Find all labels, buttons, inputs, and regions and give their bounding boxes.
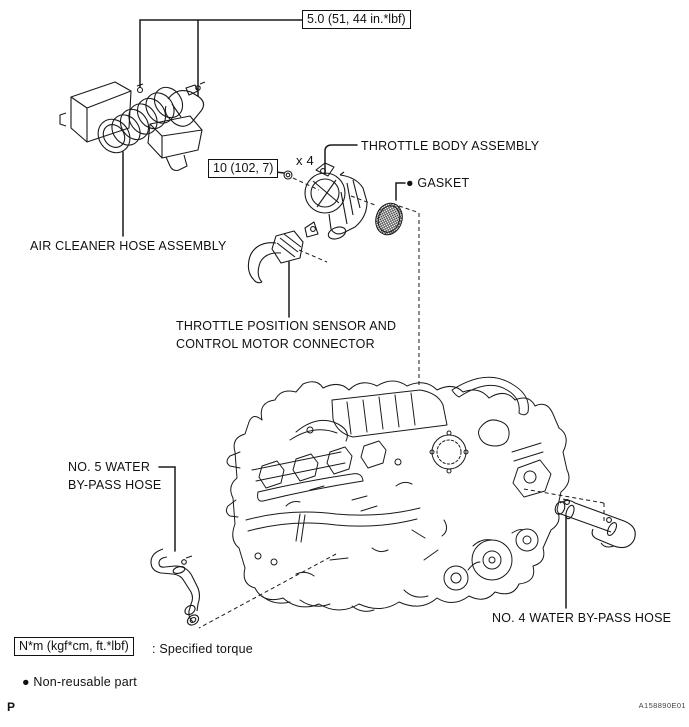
- label-gasket: ● GASKET: [406, 176, 470, 190]
- gasket-drawing: [372, 200, 407, 238]
- label-no4-hose: NO. 4 WATER BY-PASS HOSE: [492, 611, 672, 625]
- torque-spec-box-throttle-bolts: 10 (102, 7): [208, 159, 278, 178]
- legend-non-reusable: ● Non-reusable part: [22, 675, 137, 689]
- label-air-cleaner-hose-assembly: AIR CLEANER HOSE ASSEMBLY: [30, 239, 227, 253]
- legend-torque-meaning: : Specified torque: [152, 642, 253, 656]
- bolt-icon: [284, 171, 292, 179]
- legend-torque: [14, 637, 134, 656]
- page-marker: P: [7, 700, 16, 714]
- label-no5-hose-line1: NO. 5 WATER: [68, 460, 151, 474]
- engine-drawing: [226, 377, 569, 611]
- label-no5-hose: [68, 459, 161, 494]
- throttle-body-drawing: [305, 163, 367, 241]
- torque-spec-box-air-cleaner: 5.0 (51, 44 in.*lbf): [302, 10, 411, 29]
- label-throttle-body-assembly: THROTTLE BODY ASSEMBLY: [361, 139, 540, 153]
- connector-drawing: [248, 231, 303, 283]
- label-no5-hose-line2: BY-PASS HOSE: [68, 477, 162, 492]
- label-tps-connector-line2: CONTROL MOTOR CONNECTOR: [176, 336, 375, 351]
- figure-code: A158890E01: [638, 701, 686, 710]
- no5-hose-drawing: [151, 549, 200, 627]
- air-cleaner-hose-drawing: [60, 82, 205, 171]
- label-tps-connector-line1: THROTTLE POSITION SENSOR AND: [176, 319, 397, 333]
- legend-torque-symbol-box: N*m (kgf*cm, ft.*lbf): [14, 637, 134, 656]
- leader-lines: [123, 20, 566, 608]
- bolt-count-label: x 4: [296, 153, 314, 168]
- label-tps-connector: [176, 318, 396, 353]
